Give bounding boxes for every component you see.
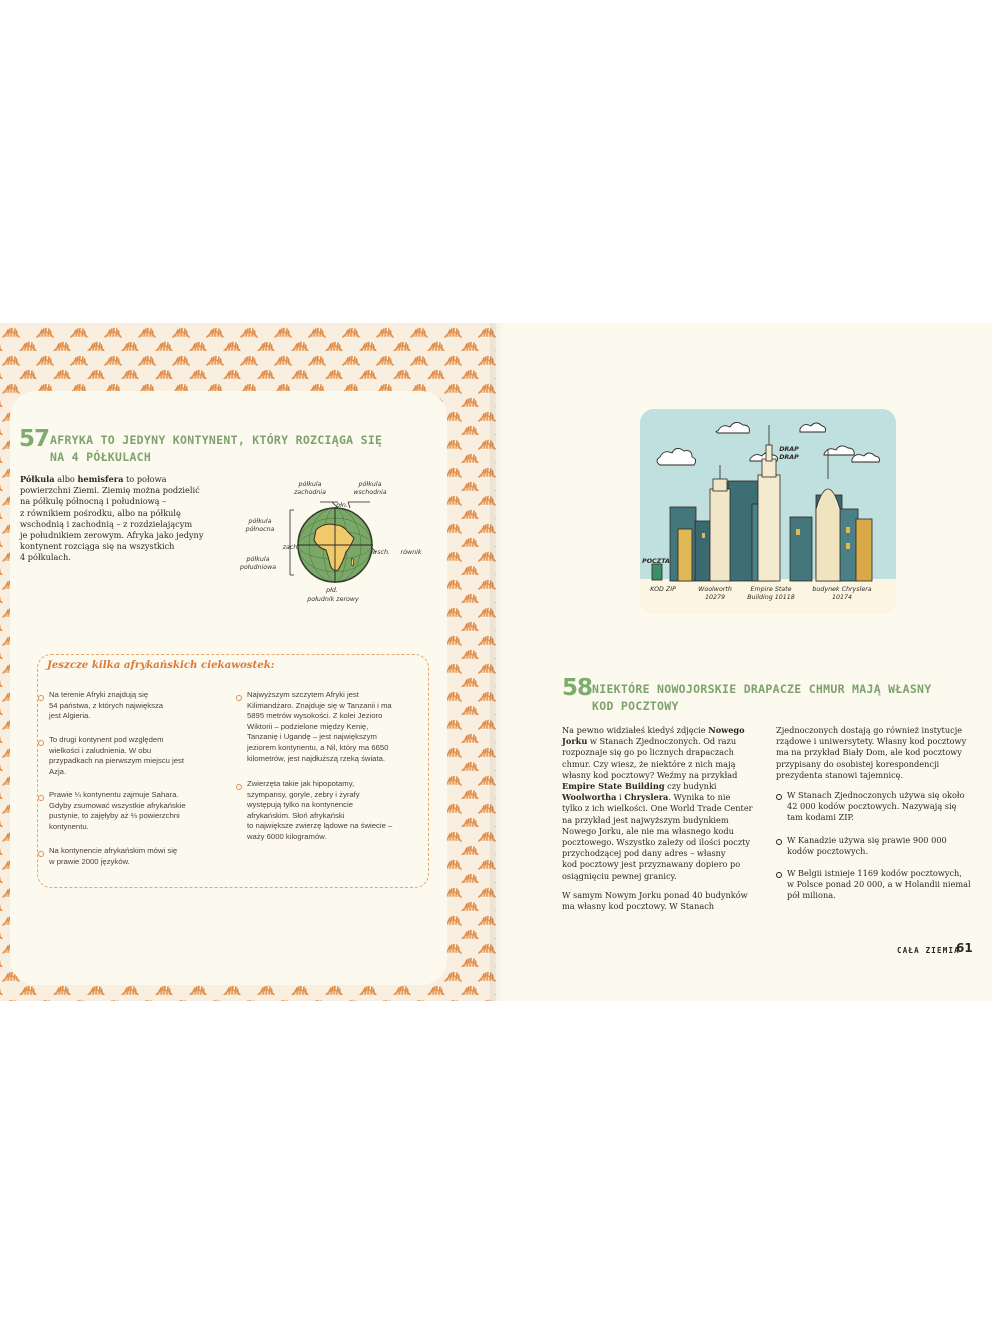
- bullet-dot: [38, 795, 44, 801]
- text-line: Zjednoczonych dostają go również instytucje: [776, 725, 963, 735]
- term-polkula: Półkula: [20, 474, 55, 484]
- zip-bullet: [787, 790, 977, 824]
- label-line: wschodnia: [353, 488, 387, 496]
- text-line: W Stanach Zjednoczonych używa się około: [787, 790, 965, 800]
- text-line: 42 000 kodów pocztowych. Nazywają się: [787, 801, 957, 812]
- caption-zip: [648, 586, 678, 594]
- label-north: płn.: [336, 502, 348, 509]
- intro-line: 4 półkulach.: [20, 552, 71, 563]
- label-line: półkula: [248, 518, 272, 525]
- label-line: północna: [245, 525, 275, 533]
- label-north-hemisphere: [240, 518, 280, 533]
- text-line: pocztowego. Wszystko zależy od ilości poczty: [562, 837, 751, 848]
- fact-line: przypadkach na pierwszym miejscu jest: [49, 756, 185, 766]
- page-number: 61: [956, 941, 973, 955]
- fact-item: [49, 735, 229, 777]
- sound-word: DRAP: [779, 446, 799, 453]
- fact-item: [247, 690, 429, 764]
- label-west: zach.: [282, 544, 300, 551]
- fact-line: To drugi kontynent pod względem: [49, 735, 164, 744]
- section-title-57-line2: NA 4 PÓŁKULACH: [50, 450, 152, 464]
- intro-line: wschodnią i zachodnią – z rozdzielającym: [20, 518, 193, 529]
- fact-line: kontynentu.: [49, 821, 89, 831]
- fact-line: Tanzanię i Ugandę – jest największym: [247, 732, 377, 742]
- fact-line: kilometrów, jest najdłuższą rzeką świata.: [247, 753, 386, 763]
- fact-line: 5895 metrów wysokości. Z kolei Jezioro: [247, 711, 383, 721]
- label-line: zachodnia: [293, 488, 327, 496]
- text-line: rozpoznaje się go po licznych drapaczach: [562, 747, 734, 758]
- text-line: W Kanadzie używa się prawie 900 000: [787, 835, 947, 845]
- bullet-dot: [776, 794, 782, 800]
- text-line: przypisany do osobistej korespondencji: [776, 758, 940, 769]
- label-south-hemisphere: [236, 556, 280, 571]
- caption-woolworth: [690, 586, 740, 602]
- fact-item: [49, 790, 229, 832]
- intro-line: kontynent rozciąga się na wszystkich: [20, 541, 175, 552]
- fact-line: Najwyższym szczytem Afryki jest: [247, 690, 359, 699]
- label-prime-meridian: południk zerowy: [307, 596, 359, 603]
- skyscrapers-illustration: [640, 409, 896, 614]
- caption-line: Empire State: [750, 586, 792, 593]
- text-line: ma na przykład Biały Dom, ale kod pocztowy: [776, 747, 962, 758]
- bullet-dot: [38, 851, 44, 857]
- caption-line: Woolworth: [698, 586, 732, 593]
- fact-item: [49, 690, 229, 722]
- label-line: półkula: [358, 481, 382, 488]
- label-equator: równik: [400, 549, 422, 556]
- term-hemisfera: hemisfera: [77, 474, 124, 484]
- fact-line: pustynie, to zajęłyby aż ⅔ powierzchni: [49, 811, 180, 821]
- caption-line: Building 10118: [747, 594, 795, 601]
- bullet-dot: [38, 695, 44, 701]
- section-title-58-line1: NIEKTÓRE NOWOJORSKIE DRAPACZE CHMUR MAJĄ WŁASNY: [592, 682, 932, 696]
- text-run: Na pewno widziałeś kiedyś zdjęcie: [562, 725, 709, 735]
- fact-line: w prawie 2000 języków.: [49, 856, 130, 866]
- globe-bracket-lines: [280, 480, 430, 610]
- text-line: przychodzącej pod dany adres – własny: [562, 848, 726, 859]
- fact-line: Wiktorii – podzielone między Kenię,: [247, 721, 369, 731]
- text-line: w Polsce ponad 20 000, a w Holandii niemal: [787, 879, 971, 890]
- fact-line: szympansy, goryle, zebry i żyrafy: [247, 789, 360, 799]
- page-fold-shadow: [490, 323, 504, 1001]
- text-run: i: [616, 792, 625, 803]
- caption-line: KOD ZIP: [650, 586, 676, 593]
- sound-word: DRAP: [779, 454, 799, 461]
- running-footer: CAŁA ZIEMIA: [897, 946, 960, 955]
- section-title-57-line1: AFRYKA TO JEDYNY KONTYNENT, KTÓRY ROZCIĄGA SIĘ: [50, 433, 383, 447]
- bullet-dot: [38, 740, 44, 746]
- intro-conj: albo: [54, 474, 78, 484]
- bold-run: Woolwortha: [562, 792, 617, 803]
- fact-line: waży 6000 kilogramów.: [247, 831, 327, 841]
- fact-line: wielkości i zaludnienia. W obu: [49, 745, 152, 755]
- bold-run: Nowego: [708, 725, 745, 735]
- fact-item: [49, 846, 229, 867]
- label-east: wsch.: [372, 549, 390, 556]
- caption-empire: [741, 586, 801, 602]
- intro-line1-rest: to połowa: [123, 474, 167, 484]
- bold-run: Empire State Building: [562, 781, 665, 792]
- bold-run: Jorku: [562, 736, 588, 747]
- text-line: tam kodami ZIP.: [787, 812, 854, 823]
- fact-line: to największe zwierzę lądowe na świecie –: [247, 821, 393, 831]
- caption-chrysler: [802, 586, 882, 602]
- fact-line: Zwierzęta takie jak hipopotamy,: [247, 779, 355, 788]
- text-run: . Wynika to nie: [668, 792, 731, 803]
- text-line: W samym Nowym Jorku ponad 40 budynków: [562, 889, 748, 900]
- label-south: płd.: [326, 587, 338, 594]
- intro-line: je południkiem zerowym. Afryka jako jedyny: [20, 530, 204, 541]
- fact-line: Na terenie Afryki znajdują się: [49, 690, 149, 699]
- intro-line: z równikiem pośrodku, albo na półkulę: [20, 507, 181, 518]
- bullet-dot: [776, 872, 782, 878]
- label-line: południowa: [239, 563, 277, 571]
- bullet-dot: [236, 784, 242, 790]
- section-title-58-line2: KOD POCZTOWY: [592, 699, 679, 713]
- sound-drap: [776, 446, 802, 462]
- section-number-57: 57: [19, 426, 50, 452]
- fact-line: jeziorem kontynentu, a Nil, który ma 6650: [247, 742, 389, 752]
- text-run: w Stanach Zjednoczonych. Od razu: [587, 736, 737, 747]
- section-number-58: 58: [562, 675, 593, 701]
- text-line: ma własny kod pocztowy. W Stanach: [562, 901, 715, 912]
- fact-line: 54 państwa, z których największa: [49, 700, 164, 710]
- text-run: czy budynki: [664, 781, 717, 792]
- fact-line: Azja.: [49, 766, 67, 776]
- hemisphere-intro-text: [20, 474, 220, 564]
- text-line: na przykład jest najwyższym budynkiem: [562, 814, 729, 825]
- fact-line: Prawie ¼ kontynentu zajmuje Sahara.: [49, 790, 179, 799]
- zip-text-col2: [776, 725, 976, 781]
- text-line: Nowego Jorku, ale nie ma własnego kodu: [562, 825, 734, 836]
- zip-text-col1: [562, 725, 762, 912]
- fact-line: Gdyby zsumować wszystkie afrykańskie: [49, 800, 186, 810]
- facts-title: Jeszcze kilka afrykańskich ciekawostek:: [47, 659, 275, 671]
- text-line: kod pocztowy jest przyznawany dopiero po: [562, 859, 741, 870]
- mailbox-label: POCZTA: [642, 558, 670, 565]
- label-line: półkula: [298, 481, 322, 488]
- intro-line: powierzchni Ziemi. Ziemię można podzielić: [20, 485, 200, 496]
- fact-line: występują tylko na kontynencie: [247, 800, 353, 810]
- fact-item: [247, 779, 429, 843]
- fact-line: afrykańskim. Słoń afrykański: [247, 810, 345, 820]
- text-line: rządowe i uniwersytety. Własny kod pocztowy: [776, 736, 967, 747]
- fact-line: Kilimandżaro. Znajduje się w Tanzanii i ma: [247, 700, 392, 710]
- fact-line: jest Algieria.: [49, 711, 91, 721]
- text-line: chmur. Czy wiesz, że niektóre z nich mają: [562, 758, 736, 769]
- bullet-dot: [236, 695, 242, 701]
- label-line: półkula: [246, 556, 270, 563]
- bullet-dot: [776, 839, 782, 845]
- text-line: W Belgii istnieje 1169 kodów pocztowych,: [787, 868, 962, 878]
- text-line: własny kod pocztowy? Weźmy na przykład: [562, 769, 738, 780]
- fact-line: Na kontynencie afrykańskim mówi się: [49, 846, 178, 855]
- label-east-hemisphere: [349, 481, 391, 496]
- text-line: tylko z ich wielkości. One World Trade Center: [562, 803, 753, 814]
- caption-line: 10279: [704, 594, 726, 601]
- text-line: pół miliona.: [787, 890, 836, 901]
- zip-bullet: [787, 835, 977, 857]
- intro-line: na półkulę północną i południową –: [20, 496, 167, 507]
- zip-bullet: [787, 868, 977, 902]
- text-line: osiągnięciu pewnej granicy.: [562, 870, 677, 881]
- text-line: prezydenta stanowi tajemnicę.: [776, 769, 904, 780]
- text-line: kodów pocztowych.: [787, 846, 869, 857]
- new-york-skyline: [640, 409, 896, 614]
- label-west-hemisphere: [290, 481, 330, 496]
- caption-line: budynek Chryslera: [812, 586, 872, 593]
- bold-run: Chryslera: [624, 792, 669, 803]
- caption-line: 10174: [831, 594, 853, 601]
